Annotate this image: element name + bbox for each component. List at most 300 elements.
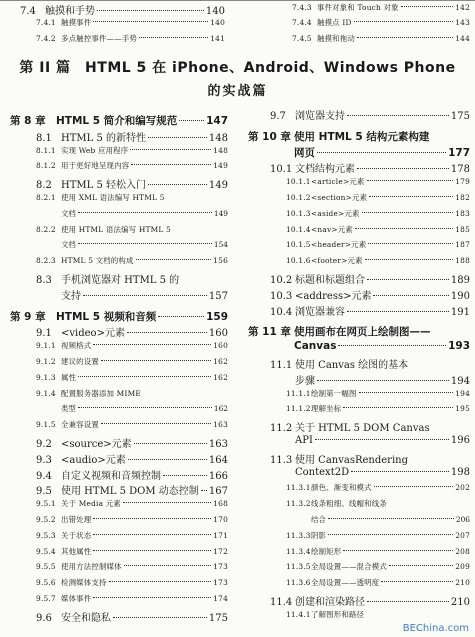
entry-page-number: 141 <box>210 33 225 43</box>
toc-entry[interactable] <box>286 609 470 620</box>
entry-title: HTML 5 文档的构成 <box>61 256 134 266</box>
toc-entry[interactable] <box>36 419 228 430</box>
entry-number: 11.3.3 <box>286 530 311 540</box>
entry-number: 11.3.4 <box>286 546 311 556</box>
entry-title: 使用 HTML 5 DOM 动态控制 <box>61 486 199 498</box>
toc-entry[interactable] <box>61 239 228 250</box>
entry-page-number: 162 <box>213 404 228 414</box>
entry-number: 7.4 <box>20 6 36 17</box>
toc-entry[interactable] <box>10 309 228 324</box>
entry-page-number: 140 <box>205 6 225 17</box>
toc-entry[interactable] <box>286 388 470 399</box>
dot-leader <box>357 37 453 38</box>
dot-leader <box>328 534 453 535</box>
toc-entry[interactable] <box>294 145 470 160</box>
entry-title: 检测媒体支持 <box>61 578 107 588</box>
toc-entry[interactable] <box>286 224 470 235</box>
entry-title: 实现 Web 应用程序 <box>61 145 129 155</box>
entry-number: 9.1.2 <box>36 357 56 366</box>
entry-title: 线条粗细、线帽和线条 <box>311 499 387 509</box>
entry-title: <audio>元素 <box>61 454 126 466</box>
toc-entry[interactable] <box>270 419 470 434</box>
entry-number: 11.3.5 <box>286 562 311 572</box>
entry-page-number: 193 <box>448 340 470 353</box>
entry-number: 11.1 <box>270 360 293 371</box>
dot-leader <box>148 137 207 138</box>
dot-leader <box>78 243 212 244</box>
toc-entry[interactable] <box>286 482 470 493</box>
entry-title: 标题和标题组合 <box>295 275 365 286</box>
dot-leader <box>201 490 207 491</box>
entry-page-number: 187 <box>455 240 470 250</box>
dot-leader <box>136 259 212 260</box>
entry-number: 9.5.7 <box>36 594 56 603</box>
entry-title: HTML 5 的新特性 <box>61 132 146 144</box>
entry-page-number: 149 <box>208 180 228 192</box>
dot-leader <box>109 581 212 582</box>
dot-leader <box>367 180 454 181</box>
dot-leader <box>83 295 207 296</box>
entry-number: 9.6 <box>36 612 52 624</box>
entry-page-number: 160 <box>208 328 228 340</box>
entry-number: 11.3.2 <box>286 499 311 509</box>
toc-entry[interactable] <box>294 340 470 352</box>
entry-number: 10.2 <box>270 275 293 286</box>
entry-page-number: 174 <box>213 594 228 603</box>
entry-page-number: 177 <box>448 146 470 159</box>
entry-title: 全兼容设置 <box>61 420 99 430</box>
toc-entry[interactable] <box>36 271 228 286</box>
entry-page-number: 210 <box>455 578 470 588</box>
toc-entry[interactable] <box>36 324 228 339</box>
dot-leader <box>127 332 207 333</box>
toc-entry[interactable] <box>36 530 228 541</box>
dot-leader <box>367 601 449 602</box>
entry-number: 9.5.6 <box>36 578 56 588</box>
entry-title: 浏览器兼容 <box>295 306 345 318</box>
entry-page-number: 157 <box>208 290 228 302</box>
toc-entry[interactable] <box>286 255 470 266</box>
toc-entry[interactable] <box>270 356 470 371</box>
entry-page-number: 190 <box>450 290 470 302</box>
dot-leader <box>101 423 211 424</box>
toc-entry[interactable] <box>270 287 470 302</box>
entry-number: 7.4.3 <box>292 3 312 12</box>
entry-number: 9.1 <box>36 328 52 340</box>
toc-entry[interactable] <box>36 514 228 525</box>
dot-leader <box>93 344 211 345</box>
entry-title: 手机浏览器对 HTML 5 的 <box>61 275 180 286</box>
entry-page-number: 178 <box>450 164 470 176</box>
dot-leader <box>347 115 449 116</box>
entry-title: Context2D <box>295 466 350 478</box>
dot-leader <box>113 617 207 618</box>
dot-leader <box>343 550 453 551</box>
entry-number: 9.7 <box>270 111 286 122</box>
entry-page-number: 175 <box>450 111 470 122</box>
entry-page-number: 206 <box>455 515 470 524</box>
entry-number: 10.1.1 <box>286 177 311 187</box>
dot-leader <box>93 550 211 551</box>
entry-title: 媒体事件 <box>61 594 92 603</box>
entry-number: 第 9 章 <box>10 310 46 323</box>
entry-title: 事件对象和 Touch 对象 <box>317 3 399 12</box>
entry-title: 浏览器支持 <box>295 111 345 122</box>
toc-entry[interactable] <box>36 340 228 351</box>
toc-entry[interactable] <box>286 176 470 187</box>
dot-leader <box>389 565 453 566</box>
entry-title: 出错处理 <box>61 515 92 524</box>
dot-leader <box>357 168 449 169</box>
entry-number: 9.1.3 <box>36 372 56 382</box>
dot-leader <box>374 486 454 487</box>
entry-number: 8.2 <box>36 180 52 192</box>
entry-title: 触摸和手势 <box>45 6 95 17</box>
toc-entry[interactable] <box>61 403 228 414</box>
top-rule <box>0 0 475 1</box>
toc-entry[interactable] <box>36 129 228 144</box>
entry-title: 使用 HTML 语法编写 HTML 5 <box>61 224 171 234</box>
toc-entry[interactable] <box>36 356 228 367</box>
entry-number: 第 11 章 <box>248 326 291 339</box>
entry-page-number: 159 <box>206 310 228 323</box>
dot-leader <box>93 534 211 535</box>
toc-entry[interactable] <box>36 176 228 191</box>
dot-leader <box>354 21 454 22</box>
toc-entry[interactable] <box>311 514 470 525</box>
entry-page-number: 207 <box>455 530 470 540</box>
toc-entry[interactable] <box>36 255 228 266</box>
entry-number: 7.4.1 <box>36 18 56 28</box>
toc-entry[interactable] <box>36 160 228 171</box>
entry-page-number: 170 <box>213 515 228 524</box>
entry-number: 8.1 <box>36 132 52 144</box>
entry-title: 绘制第一幅图 <box>311 388 357 398</box>
toc-entry[interactable] <box>270 271 470 286</box>
entry-number: 11.3.6 <box>286 578 311 588</box>
entry-number: 11.4 <box>270 597 293 608</box>
toc-entry[interactable] <box>36 546 228 557</box>
toc-entry[interactable] <box>36 498 228 509</box>
entry-page-number: 142 <box>455 3 470 12</box>
entry-page-number: 208 <box>455 546 470 556</box>
entry-number: 7.4.4 <box>292 18 312 28</box>
entry-page-number: 162 <box>213 372 228 382</box>
entry-title: 建议的设置 <box>61 357 99 366</box>
entry-title: 阴影 <box>311 530 327 540</box>
entry-title: 使用 HTML 5 结构元素构建 <box>294 130 430 143</box>
entry-number: 9.3 <box>36 454 52 466</box>
entry-title: 使用方法控制媒体 <box>61 562 122 572</box>
entry-page-number: 173 <box>213 562 228 572</box>
toc-entry[interactable] <box>286 239 470 250</box>
entry-title: 自定义视频和音频控制 <box>61 470 161 482</box>
entry-title: API <box>295 435 313 446</box>
entry-number: 11.3 <box>270 454 293 466</box>
toc-entry[interactable] <box>36 224 228 235</box>
toc-entry[interactable] <box>36 609 228 624</box>
dot-leader <box>328 518 454 519</box>
entry-page-number: 140 <box>210 18 225 28</box>
entry-title: 颜色、渐变和模式 <box>311 483 372 493</box>
watermark-text: BEChina.com <box>402 623 469 634</box>
entry-number: 8.1.1 <box>36 145 56 155</box>
toc-entry[interactable] <box>270 451 470 466</box>
entry-title: 多点触控事件——手势 <box>61 33 137 43</box>
entry-title: Canvas <box>294 340 337 353</box>
toc-entry[interactable] <box>270 160 470 175</box>
entry-title: 安全和隐私 <box>61 612 111 624</box>
dot-leader <box>343 407 453 408</box>
entry-page-number: 168 <box>213 499 228 509</box>
entry-number: 9.4 <box>36 470 52 482</box>
entry-title: 属性 <box>61 372 77 382</box>
entry-title: <video>元素 <box>61 328 125 340</box>
entry-title: 绘制矩形 <box>311 546 342 556</box>
dot-leader <box>338 345 446 346</box>
toc-entry[interactable] <box>292 33 470 44</box>
dot-leader <box>139 37 208 38</box>
toc-entry[interactable] <box>248 324 470 339</box>
entry-number: 8.2.3 <box>36 256 56 266</box>
toc-entry[interactable] <box>270 107 470 122</box>
entry-number: 8.2.2 <box>36 224 56 234</box>
toc-entry[interactable] <box>286 546 470 557</box>
dot-leader <box>362 212 454 213</box>
entry-page-number: 202 <box>455 483 470 493</box>
dot-leader <box>373 295 448 296</box>
toc-entry[interactable] <box>36 593 228 604</box>
toc-entry[interactable] <box>36 482 228 497</box>
entry-title: HTML 5 轻松入门 <box>61 180 146 192</box>
entry-page-number: 163 <box>213 420 228 430</box>
entry-page-number: 162 <box>213 357 228 366</box>
dot-leader <box>359 392 454 393</box>
entry-number: 9.1.5 <box>36 420 56 430</box>
entry-number: 10.1.3 <box>286 208 311 218</box>
dot-leader <box>134 443 207 444</box>
toc-entry[interactable] <box>295 372 470 387</box>
toc-entry[interactable] <box>36 388 228 399</box>
entry-number: 第 8 章 <box>10 115 46 127</box>
dot-leader <box>401 6 454 7</box>
entry-title: HTML 5 视频和音频 <box>56 310 157 323</box>
entry-page-number: 160 <box>213 341 228 351</box>
entry-number: 9.5 <box>36 486 52 498</box>
entry-title: <nav>元素 <box>311 224 353 234</box>
entry-number: 11.2 <box>270 423 293 435</box>
entry-page-number: 172 <box>213 546 228 556</box>
entry-title: <footer>元素 <box>311 256 363 266</box>
toc-entry[interactable] <box>292 17 470 28</box>
entry-title: 文档结构元素 <box>295 164 355 176</box>
toc-entry[interactable] <box>286 403 470 414</box>
entry-title: <aside>元素 <box>311 208 360 218</box>
entry-number: 11.1.2 <box>286 404 311 414</box>
dot-leader <box>131 164 211 165</box>
entry-page-number: 147 <box>206 115 228 127</box>
dot-leader <box>369 196 453 197</box>
entry-page-number: 179 <box>455 177 470 187</box>
entry-title: 网页 <box>294 146 315 159</box>
dot-leader <box>148 184 207 185</box>
dot-leader <box>317 380 449 381</box>
entry-title: <address>元素 <box>295 290 372 302</box>
toc-entry[interactable] <box>36 435 228 450</box>
entry-page-number: 166 <box>208 470 228 482</box>
dot-leader <box>158 316 204 317</box>
entry-page-number: 194 <box>455 388 470 398</box>
entry-title: <section>元素 <box>311 193 368 202</box>
entry-number: 8.1.2 <box>36 161 56 171</box>
entry-number: 9.5.4 <box>36 546 56 556</box>
entry-number: 9.2 <box>36 439 52 450</box>
toc-entry[interactable] <box>292 2 470 13</box>
entry-page-number: 188 <box>455 256 470 266</box>
dot-leader <box>365 259 454 260</box>
entry-title: 视频格式 <box>61 341 92 351</box>
entry-number: 9.1.1 <box>36 341 56 351</box>
dot-leader <box>355 228 453 229</box>
entry-page-number: 175 <box>208 612 228 624</box>
entry-page-number: 198 <box>450 466 470 478</box>
entry-page-number: 182 <box>455 193 470 202</box>
entry-page-number: 210 <box>450 597 470 608</box>
entry-title: 了解图形和路径 <box>311 609 365 619</box>
entry-page-number: 185 <box>455 224 470 234</box>
entry-title: 配置服务器添加 MIME <box>61 388 141 398</box>
toc-entry[interactable] <box>10 113 228 128</box>
entry-title: 文档 <box>61 208 76 218</box>
dot-leader <box>367 279 449 280</box>
toc-entry[interactable] <box>36 145 228 156</box>
toc-entry[interactable] <box>295 435 470 446</box>
toc-entry[interactable] <box>270 303 470 318</box>
entry-page-number: 156 <box>213 256 228 266</box>
entry-title: 全局设置——混合模式 <box>311 562 387 572</box>
entry-title: 使用 XML 语法编写 HTML 5 <box>61 193 165 202</box>
entry-title: 触摸和拖动 <box>317 33 355 43</box>
entry-title: 触摸点 ID <box>317 18 352 28</box>
dot-leader <box>130 149 211 150</box>
dot-leader <box>315 439 449 440</box>
entry-number: 10.1.2 <box>286 193 311 202</box>
entry-page-number: 209 <box>455 562 470 572</box>
entry-number: 9.5.2 <box>36 515 56 524</box>
dot-leader <box>78 376 211 377</box>
entry-title: 使用画布在网页上绘制图—— <box>294 326 431 339</box>
dot-leader <box>97 10 204 11</box>
toc-entry[interactable] <box>36 467 228 482</box>
toc-entry[interactable] <box>36 372 228 383</box>
toc-entry[interactable] <box>286 208 470 219</box>
toc-entry[interactable] <box>36 33 225 44</box>
dot-leader <box>179 120 204 121</box>
toc-entry[interactable] <box>61 208 228 219</box>
entry-page-number: 171 <box>213 530 228 540</box>
entry-page-number: 189 <box>450 275 470 286</box>
entry-title: 关于 HTML 5 DOM Canvas <box>295 423 430 435</box>
toc-entry[interactable] <box>286 498 470 509</box>
entry-page-number: 149 <box>213 208 228 218</box>
entry-number: 10.3 <box>270 290 293 302</box>
entry-number: 9.5.3 <box>36 530 56 540</box>
toc-entry[interactable] <box>20 2 225 17</box>
toc-entry[interactable] <box>36 17 225 28</box>
entry-number: 10.1.4 <box>286 224 311 234</box>
dot-leader <box>351 471 449 472</box>
toc-entry[interactable] <box>36 561 228 572</box>
entry-number: 10.4 <box>270 306 293 318</box>
toc-entry[interactable] <box>286 561 470 572</box>
entry-number: 11.1.1 <box>286 388 311 398</box>
toc-entry[interactable] <box>286 530 470 541</box>
entry-page-number: 154 <box>213 240 228 250</box>
toc-entry[interactable] <box>270 593 470 608</box>
part-subtitle: 的实战篇 <box>207 84 268 99</box>
entry-title: 步骤 <box>295 375 315 387</box>
dot-leader <box>93 21 208 22</box>
toc-entry[interactable] <box>61 287 228 302</box>
dot-leader <box>317 152 446 153</box>
toc-entry[interactable] <box>295 467 470 478</box>
entry-number: 11.3.1 <box>286 483 311 493</box>
toc-entry[interactable] <box>248 129 470 144</box>
part-title: 第 II 篇 HTML 5 在 iPhone、Android、Windows Phone <box>19 60 456 76</box>
entry-title: 使用 CanvasRendering <box>295 454 409 466</box>
toc-entry[interactable] <box>36 451 228 466</box>
entry-page-number: 149 <box>213 161 228 171</box>
entry-title: 用于更好地呈现内容 <box>61 161 130 171</box>
entry-page-number: 164 <box>208 454 228 466</box>
dot-leader <box>101 360 211 361</box>
entry-number: 7.4.2 <box>36 33 56 43</box>
entry-number: 9.5.5 <box>36 562 56 572</box>
dot-leader <box>124 565 212 566</box>
toc-entry[interactable] <box>36 192 228 203</box>
entry-page-number: 194 <box>450 375 470 387</box>
entry-title: HTML 5 简介和编写规范 <box>56 115 178 127</box>
entry-number: 10.1.5 <box>286 240 311 250</box>
entry-page-number: 196 <box>450 435 470 446</box>
entry-page-number: 148 <box>213 145 228 155</box>
entry-title: 其他属性 <box>61 546 92 556</box>
entry-number: 9.1.4 <box>36 388 56 398</box>
entry-title: 使用 Canvas 绘图的基本 <box>295 360 409 371</box>
entry-page-number: 183 <box>455 208 470 218</box>
entry-title: <article>元素 <box>311 177 365 187</box>
entry-page-number: 143 <box>455 18 470 28</box>
entry-number: 9.5.1 <box>36 499 56 509</box>
dot-leader <box>368 243 453 244</box>
entry-title: 关于状态 <box>61 530 92 540</box>
entry-number: 11.4.1 <box>286 609 311 619</box>
toc-entry[interactable] <box>286 577 470 588</box>
entry-title: <header>元素 <box>311 240 367 250</box>
dot-leader <box>381 581 453 582</box>
entry-page-number: 173 <box>213 578 228 588</box>
entry-number: 10.1 <box>270 164 293 176</box>
entry-title: 全局设置——透明度 <box>311 578 380 588</box>
entry-title: 类型 <box>61 404 76 414</box>
entry-title: 结合 <box>311 515 326 524</box>
dot-leader <box>347 311 449 312</box>
entry-title: 理解坐标 <box>311 404 342 414</box>
entry-number: 10.1.6 <box>286 256 311 266</box>
toc-entry[interactable] <box>36 577 228 588</box>
entry-page-number: 167 <box>208 486 228 498</box>
toc-entry[interactable] <box>286 192 470 203</box>
